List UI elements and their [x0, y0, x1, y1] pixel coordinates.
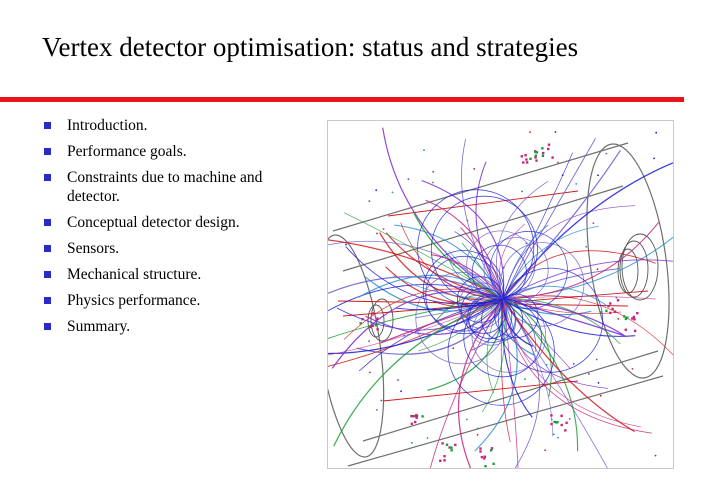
hit-marker	[450, 449, 452, 451]
hit-marker	[556, 421, 558, 423]
title-divider	[0, 97, 684, 102]
hit-marker	[477, 434, 479, 436]
hit-marker	[477, 428, 479, 430]
hit-marker	[484, 465, 486, 467]
list-item-text: Introduction.	[67, 117, 148, 134]
hit-marker	[625, 318, 627, 320]
hit-marker	[524, 378, 526, 380]
hit-marker	[526, 161, 528, 163]
hit-marker	[517, 300, 519, 302]
hit-marker	[360, 322, 362, 324]
hit-marker	[548, 144, 550, 146]
list-item	[44, 168, 314, 206]
square-bullet-icon	[44, 245, 51, 252]
list-item	[44, 116, 314, 135]
bullet-list	[44, 116, 314, 343]
hit-marker	[439, 460, 441, 462]
hit-marker	[553, 433, 555, 435]
hit-marker	[369, 372, 371, 374]
hit-marker	[446, 444, 448, 446]
hit-marker	[614, 310, 616, 312]
hit-marker	[522, 161, 524, 163]
list-item-text: Physics performance.	[67, 292, 201, 309]
hit-marker	[345, 244, 347, 246]
hit-marker	[400, 390, 402, 392]
square-bullet-icon	[44, 323, 51, 330]
hit-marker	[542, 155, 544, 157]
hit-marker	[479, 450, 481, 452]
hit-marker	[575, 183, 577, 185]
hit-marker	[625, 329, 627, 331]
hit-marker	[535, 155, 537, 157]
hit-marker	[403, 335, 405, 337]
hit-marker	[375, 189, 377, 191]
particle-track	[503, 150, 620, 299]
hit-marker	[372, 312, 374, 314]
hit-marker	[555, 131, 557, 133]
hit-marker	[609, 302, 611, 304]
hit-marker	[526, 242, 528, 244]
hit-marker	[467, 220, 469, 222]
hit-marker	[541, 147, 543, 149]
hit-marker	[597, 268, 599, 270]
hit-marker	[490, 449, 492, 451]
particle-track	[424, 299, 503, 468]
hit-marker	[557, 162, 559, 164]
list-item	[44, 317, 314, 336]
hit-marker	[503, 267, 505, 269]
hit-marker	[392, 192, 394, 194]
hit-marker	[609, 312, 611, 314]
list-item-text: Sensors.	[67, 240, 120, 257]
hit-marker	[466, 419, 468, 421]
hit-marker	[597, 174, 599, 176]
square-bullet-icon	[44, 297, 51, 304]
square-bullet-icon	[44, 148, 51, 155]
hit-marker	[536, 151, 538, 153]
hit-marker	[551, 156, 553, 158]
hit-marker	[370, 326, 372, 328]
list-item-text: Mechanical structure.	[67, 266, 202, 283]
hit-marker	[560, 415, 562, 417]
hit-marker	[546, 364, 548, 366]
hit-marker	[655, 455, 657, 457]
list-item-text: Performance goals.	[67, 143, 187, 160]
hit-marker	[623, 315, 625, 317]
hit-marker	[585, 246, 587, 248]
hit-marker	[600, 311, 602, 313]
hit-marker	[636, 312, 638, 314]
hit-marker	[372, 325, 374, 327]
hit-marker	[544, 449, 546, 451]
hit-marker	[561, 424, 563, 426]
hit-marker	[535, 159, 537, 161]
hit-marker	[397, 379, 399, 381]
hit-marker	[611, 308, 613, 310]
particle-track	[503, 295, 673, 394]
hit-marker	[596, 359, 598, 361]
hit-marker	[361, 318, 363, 320]
hit-marker	[524, 154, 526, 156]
hit-marker	[410, 415, 412, 417]
hit-marker	[376, 233, 378, 235]
hit-marker	[423, 149, 425, 151]
hit-marker	[617, 299, 619, 301]
hit-marker	[484, 456, 486, 458]
list-item	[44, 213, 314, 232]
hit-marker	[376, 409, 378, 411]
list-item-text: Constraints due to machine and detector.	[67, 169, 263, 205]
hit-marker	[479, 447, 481, 449]
hit-marker	[473, 168, 475, 170]
page-title: Vertex detector optimisation: status and strategies	[42, 32, 579, 62]
hit-marker	[432, 171, 434, 173]
square-bullet-icon	[44, 174, 51, 181]
hit-marker	[376, 328, 378, 330]
hit-marker	[606, 153, 608, 155]
hit-marker	[427, 437, 429, 439]
hit-marker	[521, 191, 523, 193]
hit-marker	[653, 158, 655, 160]
list-item	[44, 265, 314, 284]
hit-marker	[564, 429, 566, 431]
hit-marker	[492, 463, 494, 465]
hit-marker	[411, 423, 413, 425]
hit-marker	[521, 155, 523, 157]
list-item	[44, 239, 314, 258]
hit-marker	[632, 368, 634, 370]
hit-marker	[573, 363, 575, 365]
hit-marker	[588, 373, 590, 375]
hit-marker	[415, 414, 417, 416]
hit-marker	[593, 222, 595, 224]
square-bullet-icon	[44, 271, 51, 278]
hit-marker	[633, 318, 635, 320]
hit-marker	[381, 400, 383, 402]
hit-marker	[454, 444, 456, 446]
hit-marker	[605, 310, 607, 312]
hit-marker	[554, 421, 556, 423]
hit-marker	[616, 297, 618, 299]
hit-marker	[547, 148, 549, 150]
hit-marker	[441, 442, 443, 444]
hit-marker	[655, 132, 657, 134]
hit-marker	[607, 305, 609, 307]
hit-marker	[550, 414, 552, 416]
square-bullet-icon	[44, 219, 51, 226]
particle-track	[461, 139, 503, 299]
hit-marker	[634, 330, 636, 332]
hit-marker	[383, 228, 385, 230]
list-item	[44, 291, 314, 310]
hit-marker	[529, 131, 531, 133]
hit-marker	[525, 342, 527, 344]
list-item-text: Conceptual detector design.	[67, 214, 240, 231]
particle-tracks	[328, 128, 673, 468]
hit-marker	[453, 263, 455, 265]
hit-marker	[617, 318, 619, 320]
hit-marker	[569, 418, 571, 420]
hit-marker	[443, 459, 445, 461]
list-item	[44, 142, 314, 161]
hit-marker	[408, 178, 410, 180]
square-bullet-icon	[44, 122, 51, 129]
hit-marker	[633, 316, 635, 318]
particle-track	[503, 299, 519, 468]
hit-marker	[450, 447, 452, 449]
collision-event-image	[327, 120, 674, 469]
hit-marker	[551, 419, 553, 421]
hit-marker	[525, 158, 527, 160]
hit-marker	[369, 200, 371, 202]
hit-marker	[452, 347, 454, 349]
hit-marker	[432, 182, 434, 184]
hit-marker	[421, 415, 423, 417]
hit-marker	[490, 307, 492, 309]
hit-marker	[565, 422, 567, 424]
event-display-graphic	[328, 121, 673, 468]
list-item-text: Summary.	[67, 318, 131, 335]
hit-marker	[375, 324, 377, 326]
hit-marker	[416, 417, 418, 419]
hit-marker	[443, 455, 445, 457]
hit-marker	[411, 442, 413, 444]
hit-marker	[368, 340, 370, 342]
hit-marker	[481, 456, 483, 458]
hit-marker	[550, 423, 552, 425]
hit-marker	[542, 152, 544, 154]
hit-marker	[600, 395, 602, 397]
hit-marker	[529, 158, 531, 160]
hit-marker	[557, 437, 559, 439]
hit-marker	[562, 174, 564, 176]
hit-marker	[414, 421, 416, 423]
hit-marker	[598, 382, 600, 384]
hit-marker	[376, 318, 378, 320]
